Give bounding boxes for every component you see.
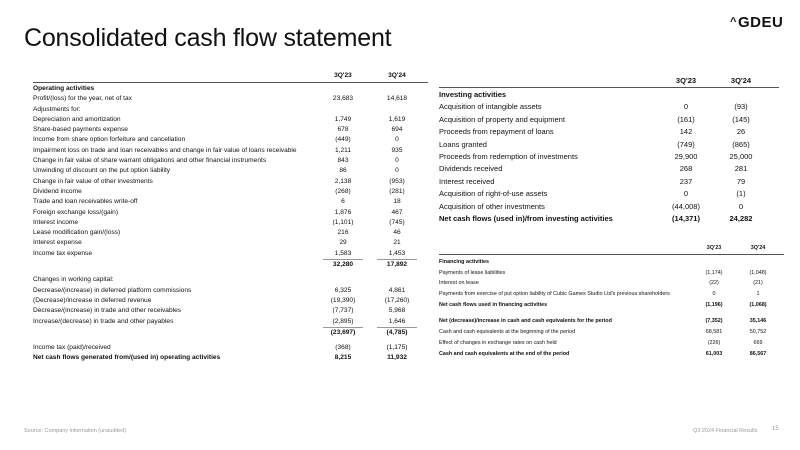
investing-row <box>439 89 779 101</box>
financing-row <box>439 349 784 360</box>
operating-row <box>33 327 428 337</box>
financing-row <box>439 338 784 349</box>
operating-row-label: Income from share option forfeiture and cancellation <box>33 136 186 144</box>
financing-row <box>439 268 784 279</box>
operating-row-value-col2: 17,892 <box>377 259 417 270</box>
operating-row-value-col2: 694 <box>391 126 403 134</box>
operating-row-value-col2: 4,861 <box>388 286 406 294</box>
operating-row-value-col2: (17,260) <box>384 296 410 304</box>
operating-row-value-col1: 1,583 <box>334 249 352 257</box>
financing-row <box>439 316 784 327</box>
financing-row-value-col1: 0 <box>712 291 716 298</box>
operating-row <box>33 259 428 269</box>
operating-row <box>33 125 428 135</box>
investing-row-label: Investing activities <box>439 90 507 99</box>
investing-row-value-col1: (161) <box>677 114 695 124</box>
operating-row-value-col2: 0 <box>395 157 399 165</box>
operating-row-value-col2: 1,619 <box>388 115 406 123</box>
financing-row-label: Effect of changes in exchange rates on cash held <box>439 339 557 346</box>
financing-row-value-col2: 86,567 <box>749 350 767 357</box>
operating-row-value-col2: 467 <box>391 208 403 216</box>
operating-row-value-col1: (2,895) <box>332 317 354 325</box>
operating-row-value-col2: 14,618 <box>386 95 408 103</box>
financing-row-value-col1: (1,174) <box>705 269 723 276</box>
footer-document: Q3 2024 Financial Results <box>693 428 758 434</box>
investing-row-value-col2: 79 <box>736 176 746 186</box>
investing-row-label: Interest received <box>439 176 495 186</box>
operating-row-value-col2: 11,932 <box>387 354 407 362</box>
financing-row <box>439 327 784 338</box>
investing-row-value-col2: (1) <box>736 189 746 199</box>
investing-table-header <box>439 75 779 88</box>
operating-row-value-col1: (268) <box>335 187 351 195</box>
financing-row <box>439 278 784 289</box>
financing-row-value-col2: 50,752 <box>749 329 767 336</box>
operating-row-value-col2: 1,646 <box>388 317 406 325</box>
operating-row-label: Decrease/(increase) in trade and other receivables <box>33 307 182 315</box>
financing-row <box>439 257 784 268</box>
investing-row-label: Acquisition of other investments <box>439 201 545 211</box>
financing-row-value-col1: (7,352) <box>705 318 723 325</box>
operating-row-value-col1: 1,211 <box>334 146 351 154</box>
operating-row-value-col1: 6,325 <box>334 286 352 294</box>
investing-row <box>439 101 779 113</box>
investing-row-label: Proceeds from repayment of loans <box>439 127 554 137</box>
operating-row-label: Adjustments for: <box>33 105 81 113</box>
operating-row-value-col1: 6 <box>341 198 345 206</box>
investing-row <box>439 139 779 151</box>
operating-row-value-col2: 0 <box>395 136 399 144</box>
operating-row-label: Change in fair value of other investments <box>33 177 153 185</box>
operating-row-value-col1: 216 <box>337 229 349 237</box>
operating-row <box>33 156 428 166</box>
financing-row <box>439 300 784 311</box>
logo-text: GDEU <box>737 14 784 31</box>
operating-table-header <box>33 70 428 83</box>
operating-row <box>33 197 428 207</box>
investing-row-label: Loans granted <box>439 139 487 149</box>
operating-row <box>33 275 428 285</box>
operating-row-label: Lease modification gain/(loss) <box>33 229 121 237</box>
financing-row-value-col1: (226) <box>707 339 721 346</box>
financing-activities-table <box>439 243 784 359</box>
operating-row <box>33 187 428 197</box>
operating-row-value-col1: 1,876 <box>334 208 352 216</box>
operating-row-value-col1: (7,737) <box>332 307 354 315</box>
operating-row-value-col2: 46 <box>393 229 401 237</box>
operating-row-value-col2: (745) <box>389 218 405 226</box>
operating-row-label: Share-based payments expense <box>33 126 128 134</box>
investing-row-value-col2: (145) <box>732 114 750 124</box>
operating-row-value-col2: (1,175) <box>386 344 408 352</box>
operating-row-label: Change in fair value of share warrant obligations and other financial instruments <box>33 157 267 165</box>
operating-row <box>33 353 428 363</box>
operating-row-value-col2: (281) <box>389 187 405 195</box>
investing-row <box>439 163 779 175</box>
operating-row <box>33 286 428 296</box>
investing-row-value-col1: (14,371) <box>672 213 700 223</box>
financing-row-value-col2: 1 <box>756 291 760 298</box>
operating-row-value-col1: (1,101) <box>332 218 354 226</box>
investing-row-value-col1: 268 <box>679 164 693 174</box>
operating-row-value-col2: 18 <box>393 198 401 206</box>
investing-row-label: Dividends received <box>439 164 503 174</box>
operating-row-label: Trade and loan receivables write-off <box>33 198 138 206</box>
investing-col1-header: 3Q'23 <box>675 76 697 85</box>
investing-row-value-col2: 26 <box>736 127 746 137</box>
operating-row-label: Impairment loss on trade and loan receivables and change in fair value of loans receivable <box>33 146 297 154</box>
investing-row-label: Net cash flows (used in)/from investing activities <box>439 213 613 223</box>
financing-row-value-col2: (1,048) <box>749 269 767 276</box>
operating-row-value-col2: 0 <box>395 167 399 175</box>
investing-row <box>439 188 779 200</box>
operating-row-value-col2: (4,785) <box>377 327 417 338</box>
operating-row-label: Interest income <box>33 218 79 226</box>
operating-row-label: Profit/(loss) for the year, net of tax <box>33 95 132 103</box>
operating-row <box>33 238 428 248</box>
operating-row-value-col1: 29 <box>339 239 347 247</box>
operating-row <box>33 228 428 238</box>
operating-row-value-col1: 2,138 <box>334 177 352 185</box>
investing-table-body <box>439 89 779 225</box>
operating-row-label: Foreign exchange loss/(gain) <box>33 208 119 216</box>
financing-row-value-col1: 68,581 <box>705 329 723 336</box>
investing-row-label: Acquisition of property and equipment <box>439 114 565 124</box>
operating-row <box>33 306 428 316</box>
financing-row-value-col2: 669 <box>753 339 763 346</box>
operating-row-label: Income tax expense <box>33 249 93 257</box>
financing-row-label: Interest on lease <box>439 280 479 287</box>
financing-row-label: Payments of lease liabilities <box>439 269 506 276</box>
operating-row <box>33 208 428 218</box>
operating-row-label: Operating activities <box>33 85 95 92</box>
operating-row <box>33 249 428 259</box>
operating-row-label: Increase/(decrease) in trade and other payables <box>33 317 174 325</box>
operating-row <box>33 317 428 327</box>
operating-row-value-col1: 32,280 <box>323 259 363 270</box>
operating-row-label: Changes in working capital: <box>33 276 114 284</box>
operating-row-value-col2: 935 <box>391 146 403 154</box>
operating-row-value-col1: (368) <box>335 344 351 352</box>
operating-row-label: Dividend income <box>33 187 82 195</box>
operating-table-body <box>33 84 428 364</box>
operating-row <box>33 218 428 228</box>
financing-row-value-col2: (1,068) <box>749 301 767 308</box>
investing-row <box>439 213 779 225</box>
investing-row-value-col1: 142 <box>679 127 693 137</box>
investing-row-value-col2: (93) <box>734 102 748 112</box>
operating-row-value-col1: 843 <box>337 157 349 165</box>
operating-row-label: Interest expense <box>33 239 82 247</box>
investing-row <box>439 176 779 188</box>
financing-row-value-col1: (1,196) <box>705 301 723 308</box>
financing-row-value-col1: (22) <box>709 280 719 287</box>
operating-activities-table <box>33 70 428 364</box>
page-number: 15 <box>772 426 779 432</box>
operating-row <box>33 115 428 125</box>
operating-row <box>33 166 428 176</box>
investing-row-value-col1: 237 <box>679 176 693 186</box>
investing-row-value-col1: (749) <box>677 139 695 149</box>
investing-row <box>439 126 779 138</box>
company-logo <box>730 14 783 31</box>
operating-row-value-col1: (23,697) <box>323 327 363 338</box>
operating-row-label: (Decrease)/increase in deferred revenue <box>33 296 152 304</box>
operating-col2-header: 3Q'24 <box>388 72 406 79</box>
operating-row <box>33 84 428 94</box>
operating-row-label: Unwinding of discount on the put option liability <box>33 167 171 175</box>
investing-row-label: Acquisition of intangible assets <box>439 102 542 112</box>
operating-row-value-col1: 1,749 <box>334 115 352 123</box>
operating-row <box>33 296 428 306</box>
operating-row-value-col1: 8,215 <box>334 354 352 362</box>
operating-row <box>33 177 428 187</box>
operating-row-value-col1: 678 <box>337 126 349 134</box>
investing-col2-header: 3Q'24 <box>730 76 752 85</box>
investing-row-value-col2: 281 <box>734 164 748 174</box>
investing-row <box>439 114 779 126</box>
operating-row-label: Depreciation and amortization <box>33 115 121 123</box>
investing-row-label: Acquisition of right-of-use assets <box>439 189 548 199</box>
operating-row-value-col1: (19,390) <box>330 296 356 304</box>
operating-row <box>33 146 428 156</box>
investing-row-value-col2: 0 <box>738 201 744 211</box>
investing-row-value-col1: 0 <box>683 189 689 199</box>
investing-row <box>439 201 779 213</box>
financing-col1-header: 3Q'23 <box>706 245 722 251</box>
financing-row <box>439 289 784 300</box>
financing-row-label: Net (decrease)/increase in cash and cash equivalents for the period <box>439 318 612 325</box>
operating-col1-header: 3Q'23 <box>334 72 352 79</box>
operating-row-value-col2: 5,968 <box>388 307 406 315</box>
financing-table-header <box>439 243 784 255</box>
financing-row-label: Financing activities <box>439 259 490 265</box>
operating-row-value-col2: (953) <box>389 177 405 185</box>
operating-row <box>33 94 428 104</box>
financing-row-label: Payments from exercise of put option liability of Cubic Games Studio Ltd's previous shareholders <box>439 291 670 298</box>
financing-row-label: Cash and cash equivalents at the beginning of the period <box>439 329 576 336</box>
investing-row-label: Proceeds from redemption of investments <box>439 151 578 161</box>
operating-row <box>33 135 428 145</box>
operating-row-value-col1: 23,683 <box>332 95 354 103</box>
operating-row-label: Income tax (paid)/received <box>33 344 111 352</box>
logo-caret-icon: ^ <box>730 16 737 28</box>
financing-col2-header: 3Q'24 <box>750 245 766 251</box>
investing-row-value-col2: (865) <box>732 139 750 149</box>
operating-row-value-col2: 21 <box>393 239 401 247</box>
operating-row-value-col1: (449) <box>335 136 351 144</box>
investing-activities-table <box>439 75 779 225</box>
operating-row-value-col2: 1,453 <box>388 249 406 257</box>
page-title: Consolidated cash flow statement <box>24 24 392 52</box>
footer-source: Source: Company information (unaudited) <box>24 428 127 434</box>
operating-row-label: Net cash flows generated from/(used in) operating activities <box>33 354 221 362</box>
financing-table-body <box>439 257 784 359</box>
investing-row-value-col1: 29,900 <box>674 151 698 161</box>
investing-row-value-col2: 24,282 <box>729 213 753 223</box>
investing-row-value-col1: (44,008) <box>672 201 700 211</box>
investing-row <box>439 151 779 163</box>
investing-row-value-col1: 0 <box>683 102 689 112</box>
operating-row <box>33 105 428 115</box>
financing-row-value-col1: 61,003 <box>705 350 723 357</box>
operating-row-label: Decrease/(increase) in deferred platform commissions <box>33 286 192 294</box>
operating-row-value-col1: 86 <box>339 167 347 175</box>
investing-row-value-col2: 25,000 <box>729 151 753 161</box>
financing-row-label: Net cash flows used in financing activities <box>439 301 548 308</box>
operating-row <box>33 343 428 353</box>
financing-row-value-col2: (21) <box>753 280 763 287</box>
financing-row-label: Cash and cash equivalents at the end of the period <box>439 350 570 357</box>
financing-row-value-col2: 35,146 <box>749 318 767 325</box>
